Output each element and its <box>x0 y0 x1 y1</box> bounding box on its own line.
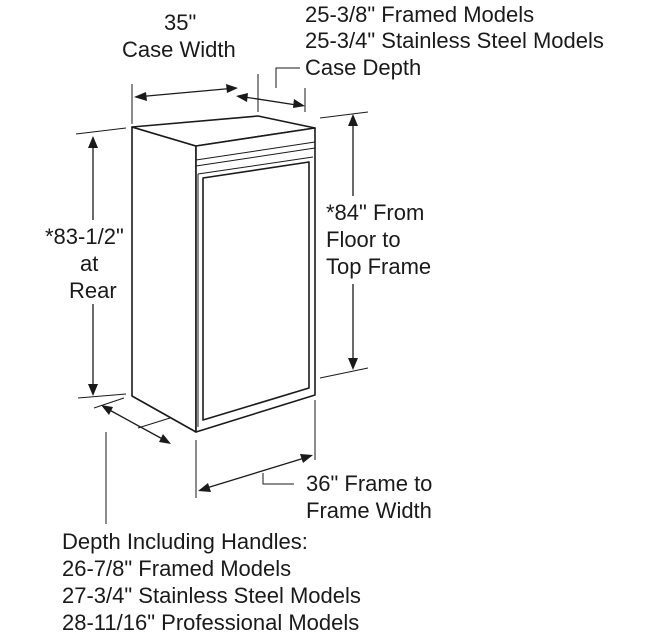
case-width-dimension <box>122 10 258 124</box>
handle-depth-title: Depth Including Handles: <box>62 529 308 554</box>
front-height-line1: *84" From <box>326 200 425 225</box>
case-width-value: 35" <box>164 10 197 35</box>
case-width-arrow-left <box>134 92 147 101</box>
cabinet-side-panel <box>132 127 196 432</box>
case-depth-dimension <box>236 2 604 112</box>
rear-height-line1: *83-1/2" <box>45 224 124 249</box>
rear-height-arrow-bottom <box>88 384 98 396</box>
door-panel <box>203 162 309 420</box>
handle-depth-arrow-front <box>159 434 171 444</box>
handle-depth-stainless: 27-3/4" Stainless Steel Models <box>62 583 361 608</box>
case-depth-leader <box>276 68 300 88</box>
case-depth-framed: 25-3/8" Framed Models <box>305 2 535 27</box>
front-height-extension-top <box>320 112 368 118</box>
case-depth-dimension-line <box>238 96 303 106</box>
front-height-line2: Floor to <box>326 227 401 252</box>
case-depth-label: Case Depth <box>305 55 422 80</box>
handle-depth-professional: 28-11/16" Professional Models <box>62 610 360 635</box>
handle-depth-extension-front <box>138 418 170 428</box>
front-height-arrow-top <box>348 114 358 126</box>
front-height-dimension <box>320 112 431 378</box>
rear-height-extension-bottom <box>78 394 126 398</box>
handle-depth-framed: 26-7/8" Framed Models <box>62 556 292 581</box>
handle-depth-dimension-line <box>104 407 168 442</box>
rear-height-arrow-top <box>88 136 98 148</box>
rear-height-line2: at <box>80 251 99 276</box>
case-width-dimension-line <box>136 88 236 97</box>
frame-width-line2: Frame Width <box>306 498 432 523</box>
rear-height-dimension <box>45 128 126 398</box>
case-depth-arrow-front <box>293 99 305 108</box>
case-width-label: Case Width <box>122 37 236 62</box>
frame-width-line1: 36" Frame to <box>306 471 433 496</box>
frame-width-arrow-right <box>300 454 313 463</box>
handle-depth-arrow-back <box>101 405 113 415</box>
rear-height-extension-top <box>76 128 126 134</box>
case-width-arrow-right <box>226 84 238 93</box>
rear-height-line3: Rear <box>69 278 117 303</box>
front-height-arrow-bottom <box>348 358 358 370</box>
case-depth-arrow-back <box>236 93 248 102</box>
case-depth-stainless: 25-3/4" Stainless Steel Models <box>305 28 604 53</box>
frame-width-leader <box>263 473 294 484</box>
front-height-extension-bottom <box>320 368 368 378</box>
front-height-line3: Top Frame <box>326 254 432 279</box>
frame-width-arrow-left <box>198 483 211 492</box>
frame-width-dimension-line <box>200 456 311 490</box>
refrigerator-illustration <box>132 116 315 432</box>
